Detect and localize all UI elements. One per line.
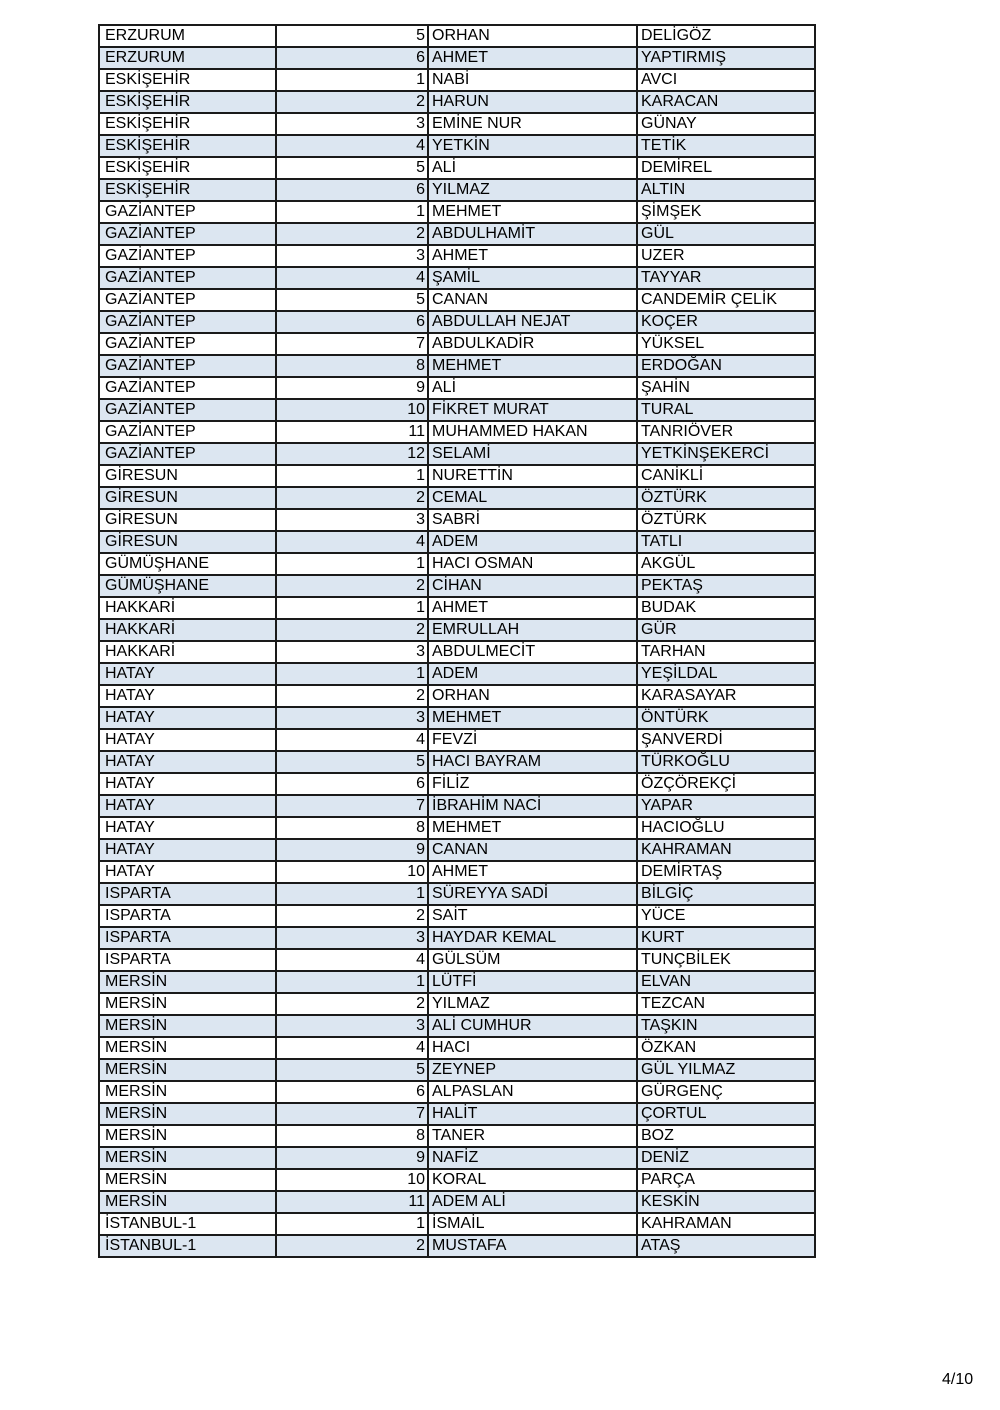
first-name-cell: ADEM ALİ xyxy=(428,1191,637,1213)
table-row xyxy=(99,311,815,333)
last-name-cell: GÜR xyxy=(637,619,815,641)
table-row xyxy=(99,1015,815,1037)
table-row xyxy=(99,597,815,619)
province-cell: İSTANBUL-1 xyxy=(99,1213,276,1235)
province-cell: HATAY xyxy=(99,707,276,729)
rank-cell: 3 xyxy=(276,245,428,267)
first-name-cell: MUSTAFA xyxy=(428,1235,637,1257)
province-cell: ESKİŞEHİR xyxy=(99,135,276,157)
rank-cell: 3 xyxy=(276,927,428,949)
first-name-cell: HARUN xyxy=(428,91,637,113)
last-name-cell: KOÇER xyxy=(637,311,815,333)
last-name-cell: TETİK xyxy=(637,135,815,157)
first-name-cell: ALİ CUMHUR xyxy=(428,1015,637,1037)
first-name-cell: NAFİZ xyxy=(428,1147,637,1169)
first-name-cell: FİLİZ xyxy=(428,773,637,795)
first-name-cell: MEHMET xyxy=(428,707,637,729)
table-row xyxy=(99,685,815,707)
province-cell: MERSİN xyxy=(99,1191,276,1213)
province-cell: GİRESUN xyxy=(99,487,276,509)
province-cell: GAZİANTEP xyxy=(99,399,276,421)
rank-cell: 1 xyxy=(276,597,428,619)
rank-cell: 2 xyxy=(276,91,428,113)
province-cell: ESKİŞEHİR xyxy=(99,69,276,91)
rank-cell: 4 xyxy=(276,1037,428,1059)
first-name-cell: ORHAN xyxy=(428,25,637,47)
last-name-cell: DEMİREL xyxy=(637,157,815,179)
first-name-cell: ABDULMECİT xyxy=(428,641,637,663)
first-name-cell: FEVZİ xyxy=(428,729,637,751)
table-row xyxy=(99,399,815,421)
table-row xyxy=(99,465,815,487)
first-name-cell: SABRİ xyxy=(428,509,637,531)
rank-cell: 3 xyxy=(276,641,428,663)
table-row xyxy=(99,267,815,289)
table-row xyxy=(99,443,815,465)
last-name-cell: UZER xyxy=(637,245,815,267)
rank-cell: 4 xyxy=(276,531,428,553)
province-cell: GÜMÜŞHANE xyxy=(99,575,276,597)
province-cell: ISPARTA xyxy=(99,905,276,927)
rank-cell: 2 xyxy=(276,575,428,597)
province-cell: GAZİANTEP xyxy=(99,223,276,245)
table-row xyxy=(99,333,815,355)
last-name-cell: ŞAHİN xyxy=(637,377,815,399)
last-name-cell: ÖZTÜRK xyxy=(637,487,815,509)
first-name-cell: ALİ xyxy=(428,377,637,399)
province-cell: MERSİN xyxy=(99,971,276,993)
first-name-cell: ORHAN xyxy=(428,685,637,707)
province-cell: GAZİANTEP xyxy=(99,201,276,223)
first-name-cell: HACI OSMAN xyxy=(428,553,637,575)
province-cell: MERSİN xyxy=(99,1125,276,1147)
first-name-cell: ADEM xyxy=(428,663,637,685)
first-name-cell: ABDULLAH NEJAT xyxy=(428,311,637,333)
last-name-cell: AKGÜL xyxy=(637,553,815,575)
province-cell: GAZİANTEP xyxy=(99,245,276,267)
table-row xyxy=(99,905,815,927)
table-row xyxy=(99,289,815,311)
rank-cell: 2 xyxy=(276,619,428,641)
rank-cell: 8 xyxy=(276,355,428,377)
province-cell: MERSİN xyxy=(99,1147,276,1169)
first-name-cell: EMRULLAH xyxy=(428,619,637,641)
table-row xyxy=(99,201,815,223)
province-cell: GAZİANTEP xyxy=(99,267,276,289)
table-row xyxy=(99,707,815,729)
first-name-cell: YETKİN xyxy=(428,135,637,157)
table-row xyxy=(99,949,815,971)
table-row xyxy=(99,245,815,267)
province-cell: ERZURUM xyxy=(99,25,276,47)
rank-cell: 10 xyxy=(276,861,428,883)
rank-cell: 2 xyxy=(276,993,428,1015)
first-name-cell: İBRAHİM NACİ xyxy=(428,795,637,817)
table-row xyxy=(99,663,815,685)
rank-cell: 8 xyxy=(276,817,428,839)
last-name-cell: GÜRGENÇ xyxy=(637,1081,815,1103)
first-name-cell: ABDULHAMİT xyxy=(428,223,637,245)
table-row xyxy=(99,971,815,993)
table-row xyxy=(99,795,815,817)
province-cell: MERSİN xyxy=(99,1103,276,1125)
last-name-cell: ERDOĞAN xyxy=(637,355,815,377)
table-row xyxy=(99,861,815,883)
province-cell: MERSİN xyxy=(99,1037,276,1059)
province-cell: GAZİANTEP xyxy=(99,333,276,355)
first-name-cell: ABDULKADİR xyxy=(428,333,637,355)
last-name-cell: BUDAK xyxy=(637,597,815,619)
rank-cell: 4 xyxy=(276,729,428,751)
rank-cell: 1 xyxy=(276,201,428,223)
rank-cell: 5 xyxy=(276,1059,428,1081)
first-name-cell: AHMET xyxy=(428,597,637,619)
last-name-cell: BİLGİÇ xyxy=(637,883,815,905)
rank-cell: 9 xyxy=(276,839,428,861)
table-row xyxy=(99,91,815,113)
last-name-cell: YÜCE xyxy=(637,905,815,927)
rank-cell: 6 xyxy=(276,773,428,795)
table-row xyxy=(99,47,815,69)
rank-cell: 1 xyxy=(276,553,428,575)
table-row xyxy=(99,377,815,399)
rank-cell: 5 xyxy=(276,751,428,773)
province-cell: MERSİN xyxy=(99,1169,276,1191)
rank-cell: 4 xyxy=(276,949,428,971)
last-name-cell: ÖZKAN xyxy=(637,1037,815,1059)
rank-cell: 1 xyxy=(276,465,428,487)
table-row xyxy=(99,883,815,905)
last-name-cell: DENİZ xyxy=(637,1147,815,1169)
first-name-cell: NABİ xyxy=(428,69,637,91)
table-row xyxy=(99,1191,815,1213)
last-name-cell: TANRIÖVER xyxy=(637,421,815,443)
province-cell: GAZİANTEP xyxy=(99,355,276,377)
rank-cell: 10 xyxy=(276,399,428,421)
table-row xyxy=(99,1081,815,1103)
rank-cell: 11 xyxy=(276,421,428,443)
table-row xyxy=(99,355,815,377)
last-name-cell: YAPAR xyxy=(637,795,815,817)
first-name-cell: LÜTFİ xyxy=(428,971,637,993)
last-name-cell: TAYYAR xyxy=(637,267,815,289)
last-name-cell: TEZCAN xyxy=(637,993,815,1015)
last-name-cell: CANDEMİR ÇELİK xyxy=(637,289,815,311)
table-row xyxy=(99,641,815,663)
province-cell: GİRESUN xyxy=(99,509,276,531)
rank-cell: 10 xyxy=(276,1169,428,1191)
rank-cell: 1 xyxy=(276,971,428,993)
table-row xyxy=(99,531,815,553)
first-name-cell: YILMAZ xyxy=(428,179,637,201)
province-cell: ISPARTA xyxy=(99,949,276,971)
province-cell: HATAY xyxy=(99,729,276,751)
province-cell: GAZİANTEP xyxy=(99,311,276,333)
last-name-cell: PEKTAŞ xyxy=(637,575,815,597)
last-name-cell: GÜL xyxy=(637,223,815,245)
last-name-cell: ÖNTÜRK xyxy=(637,707,815,729)
last-name-cell: TAŞKIN xyxy=(637,1015,815,1037)
last-name-cell: DELİGÖZ xyxy=(637,25,815,47)
last-name-cell: YAPTIRMIŞ xyxy=(637,47,815,69)
table-row xyxy=(99,575,815,597)
table-row xyxy=(99,113,815,135)
province-cell: GİRESUN xyxy=(99,465,276,487)
table-row xyxy=(99,927,815,949)
table-row xyxy=(99,135,815,157)
candidate-table xyxy=(98,24,816,1258)
table-row xyxy=(99,553,815,575)
table-row xyxy=(99,421,815,443)
first-name-cell: FİKRET MURAT xyxy=(428,399,637,421)
province-cell: HATAY xyxy=(99,685,276,707)
last-name-cell: ÖZTÜRK xyxy=(637,509,815,531)
last-name-cell: DEMİRTAŞ xyxy=(637,861,815,883)
last-name-cell: KAHRAMAN xyxy=(637,839,815,861)
province-cell: GAZİANTEP xyxy=(99,443,276,465)
first-name-cell: CEMAL xyxy=(428,487,637,509)
rank-cell: 1 xyxy=(276,1213,428,1235)
first-name-cell: ALPASLAN xyxy=(428,1081,637,1103)
rank-cell: 4 xyxy=(276,267,428,289)
first-name-cell: MEHMET xyxy=(428,201,637,223)
province-cell: MERSİN xyxy=(99,1059,276,1081)
province-cell: HATAY xyxy=(99,861,276,883)
rank-cell: 3 xyxy=(276,707,428,729)
province-cell: HAKKARİ xyxy=(99,597,276,619)
table-row xyxy=(99,1213,815,1235)
rank-cell: 1 xyxy=(276,663,428,685)
rank-cell: 2 xyxy=(276,905,428,927)
last-name-cell: BOZ xyxy=(637,1125,815,1147)
first-name-cell: CANAN xyxy=(428,839,637,861)
rank-cell: 7 xyxy=(276,1103,428,1125)
rank-cell: 6 xyxy=(276,1081,428,1103)
rank-cell: 3 xyxy=(276,1015,428,1037)
province-cell: HATAY xyxy=(99,795,276,817)
rank-cell: 2 xyxy=(276,487,428,509)
last-name-cell: PARÇA xyxy=(637,1169,815,1191)
table-row xyxy=(99,1125,815,1147)
table-row xyxy=(99,223,815,245)
first-name-cell: CİHAN xyxy=(428,575,637,597)
province-cell: HATAY xyxy=(99,663,276,685)
last-name-cell: KARASAYAR xyxy=(637,685,815,707)
last-name-cell: GÜNAY xyxy=(637,113,815,135)
last-name-cell: KARACAN xyxy=(637,91,815,113)
table-row xyxy=(99,729,815,751)
table-row xyxy=(99,1037,815,1059)
first-name-cell: CANAN xyxy=(428,289,637,311)
province-cell: ESKİŞEHİR xyxy=(99,113,276,135)
province-cell: ISPARTA xyxy=(99,927,276,949)
rank-cell: 12 xyxy=(276,443,428,465)
rank-cell: 4 xyxy=(276,135,428,157)
province-cell: ESKİŞEHİR xyxy=(99,179,276,201)
first-name-cell: SAİT xyxy=(428,905,637,927)
province-cell: ESKİŞEHİR xyxy=(99,91,276,113)
rank-cell: 7 xyxy=(276,795,428,817)
last-name-cell: YEŞİLDAL xyxy=(637,663,815,685)
province-cell: MERSİN xyxy=(99,1015,276,1037)
rank-cell: 2 xyxy=(276,1235,428,1257)
rank-cell: 1 xyxy=(276,69,428,91)
last-name-cell: TURAL xyxy=(637,399,815,421)
table-row xyxy=(99,25,815,47)
table-row xyxy=(99,157,815,179)
first-name-cell: KORAL xyxy=(428,1169,637,1191)
first-name-cell: HAYDAR KEMAL xyxy=(428,927,637,949)
province-cell: HATAY xyxy=(99,751,276,773)
rank-cell: 8 xyxy=(276,1125,428,1147)
table-row xyxy=(99,1235,815,1257)
rank-cell: 6 xyxy=(276,47,428,69)
first-name-cell: MEHMET xyxy=(428,817,637,839)
first-name-cell: HACI xyxy=(428,1037,637,1059)
province-cell: ERZURUM xyxy=(99,47,276,69)
province-cell: GAZİANTEP xyxy=(99,289,276,311)
province-cell: GAZİANTEP xyxy=(99,421,276,443)
first-name-cell: YILMAZ xyxy=(428,993,637,1015)
province-cell: GİRESUN xyxy=(99,531,276,553)
table-row xyxy=(99,839,815,861)
table-row xyxy=(99,487,815,509)
first-name-cell: AHMET xyxy=(428,861,637,883)
table-row xyxy=(99,619,815,641)
province-cell: ESKİŞEHİR xyxy=(99,157,276,179)
table-row xyxy=(99,69,815,91)
last-name-cell: ÖZÇÖREKÇİ xyxy=(637,773,815,795)
table-row xyxy=(99,751,815,773)
province-cell: HATAY xyxy=(99,773,276,795)
last-name-cell: GÜL YILMAZ xyxy=(637,1059,815,1081)
table-row xyxy=(99,1147,815,1169)
first-name-cell: EMİNE NUR xyxy=(428,113,637,135)
rank-cell: 11 xyxy=(276,1191,428,1213)
last-name-cell: HACIOĞLU xyxy=(637,817,815,839)
first-name-cell: SELAMİ xyxy=(428,443,637,465)
last-name-cell: KESKİN xyxy=(637,1191,815,1213)
candidate-table-body xyxy=(99,25,815,1257)
last-name-cell: ŞİMŞEK xyxy=(637,201,815,223)
first-name-cell: MUHAMMED HAKAN xyxy=(428,421,637,443)
province-cell: MERSİN xyxy=(99,993,276,1015)
first-name-cell: HALİT xyxy=(428,1103,637,1125)
first-name-cell: TANER xyxy=(428,1125,637,1147)
province-cell: MERSİN xyxy=(99,1081,276,1103)
province-cell: GAZİANTEP xyxy=(99,377,276,399)
rank-cell: 9 xyxy=(276,377,428,399)
province-cell: ISPARTA xyxy=(99,883,276,905)
province-cell: GÜMÜŞHANE xyxy=(99,553,276,575)
rank-cell: 6 xyxy=(276,179,428,201)
last-name-cell: ALTIN xyxy=(637,179,815,201)
rank-cell: 3 xyxy=(276,113,428,135)
last-name-cell: ŞANVERDİ xyxy=(637,729,815,751)
first-name-cell: ZEYNEP xyxy=(428,1059,637,1081)
first-name-cell: AHMET xyxy=(428,47,637,69)
rank-cell: 2 xyxy=(276,685,428,707)
first-name-cell: MEHMET xyxy=(428,355,637,377)
rank-cell: 7 xyxy=(276,333,428,355)
first-name-cell: HACI BAYRAM xyxy=(428,751,637,773)
last-name-cell: AVCI xyxy=(637,69,815,91)
last-name-cell: KAHRAMAN xyxy=(637,1213,815,1235)
table-row xyxy=(99,509,815,531)
last-name-cell: TÜRKOĞLU xyxy=(637,751,815,773)
rank-cell: 5 xyxy=(276,289,428,311)
first-name-cell: ŞAMİL xyxy=(428,267,637,289)
first-name-cell: NURETTİN xyxy=(428,465,637,487)
rank-cell: 2 xyxy=(276,223,428,245)
rank-cell: 1 xyxy=(276,883,428,905)
last-name-cell: YÜKSEL xyxy=(637,333,815,355)
table-row xyxy=(99,1059,815,1081)
last-name-cell: KURT xyxy=(637,927,815,949)
table-row xyxy=(99,179,815,201)
first-name-cell: ALİ xyxy=(428,157,637,179)
rank-cell: 5 xyxy=(276,25,428,47)
rank-cell: 9 xyxy=(276,1147,428,1169)
last-name-cell: CANİKLİ xyxy=(637,465,815,487)
last-name-cell: TATLI xyxy=(637,531,815,553)
last-name-cell: YETKİNŞEKERCİ xyxy=(637,443,815,465)
last-name-cell: ATAŞ xyxy=(637,1235,815,1257)
rank-cell: 6 xyxy=(276,311,428,333)
rank-cell: 5 xyxy=(276,157,428,179)
first-name-cell: SÜREYYA SADİ xyxy=(428,883,637,905)
page-number: 4/10 xyxy=(942,1371,974,1388)
first-name-cell: GÜLSÜM xyxy=(428,949,637,971)
province-cell: İSTANBUL-1 xyxy=(99,1235,276,1257)
table-row xyxy=(99,773,815,795)
last-name-cell: ÇORTUL xyxy=(637,1103,815,1125)
province-cell: HATAY xyxy=(99,817,276,839)
province-cell: HATAY xyxy=(99,839,276,861)
last-name-cell: TUNÇBİLEK xyxy=(637,949,815,971)
first-name-cell: AHMET xyxy=(428,245,637,267)
table-row xyxy=(99,817,815,839)
province-cell: HAKKARİ xyxy=(99,619,276,641)
province-cell: HAKKARİ xyxy=(99,641,276,663)
table-row xyxy=(99,993,815,1015)
rank-cell: 3 xyxy=(276,509,428,531)
table-row xyxy=(99,1169,815,1191)
table-row xyxy=(99,1103,815,1125)
last-name-cell: TARHAN xyxy=(637,641,815,663)
first-name-cell: İSMAİL xyxy=(428,1213,637,1235)
first-name-cell: ADEM xyxy=(428,531,637,553)
last-name-cell: ELVAN xyxy=(637,971,815,993)
